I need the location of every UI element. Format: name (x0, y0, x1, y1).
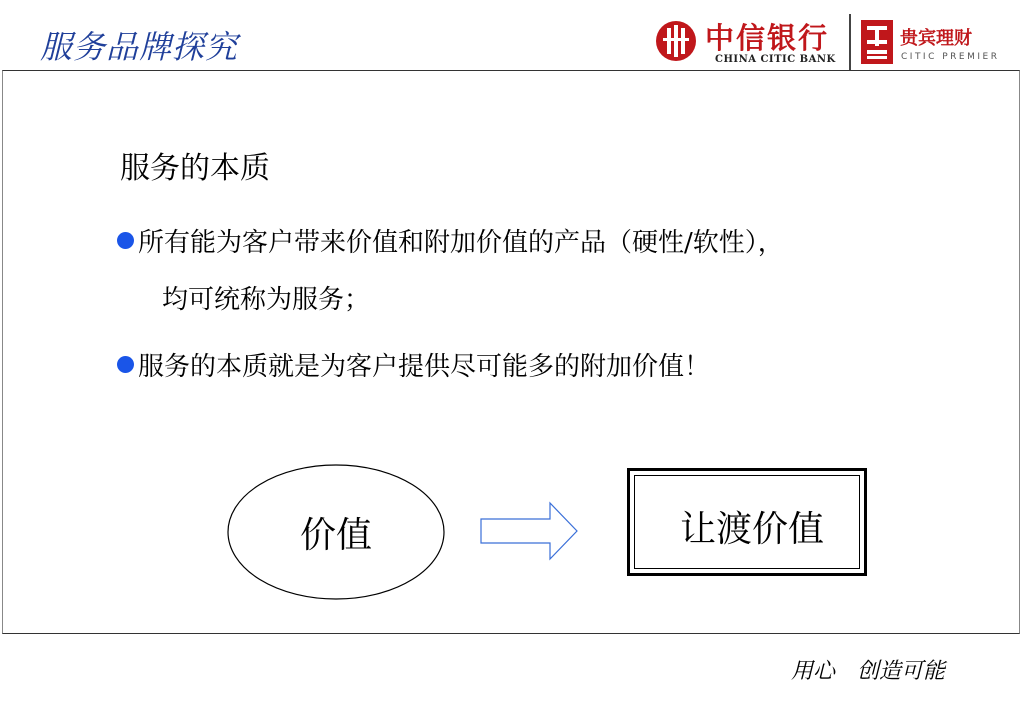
footer-slogan: 用心 创造可能 (791, 659, 946, 684)
transfer-value-box (627, 468, 867, 576)
bank-name-cn: 中信银行 (705, 21, 830, 55)
value-label: 价值 (300, 515, 373, 556)
transfer-value-label: 让渡价值 (680, 509, 825, 550)
page-title: 服务品牌探究 (40, 28, 239, 66)
bank-name-en: CHINA CITIC BANK (715, 54, 836, 65)
premier-name-cn: 贵宾理财 (900, 28, 972, 49)
bullet-continuation: 均可统称为服务； (162, 285, 371, 315)
bullet-text-2: 服务的本质就是为客户提供尽可能多的附加价值！ (138, 352, 711, 382)
premier-name-en: CITIC PREMIER (901, 52, 1000, 62)
section-heading: 服务的本质 (120, 151, 270, 186)
bullet-text-1: 所有能为客户带来价值和附加价值的产品（硬性/软性）， (138, 228, 784, 258)
right-arrow-icon (481, 503, 577, 559)
